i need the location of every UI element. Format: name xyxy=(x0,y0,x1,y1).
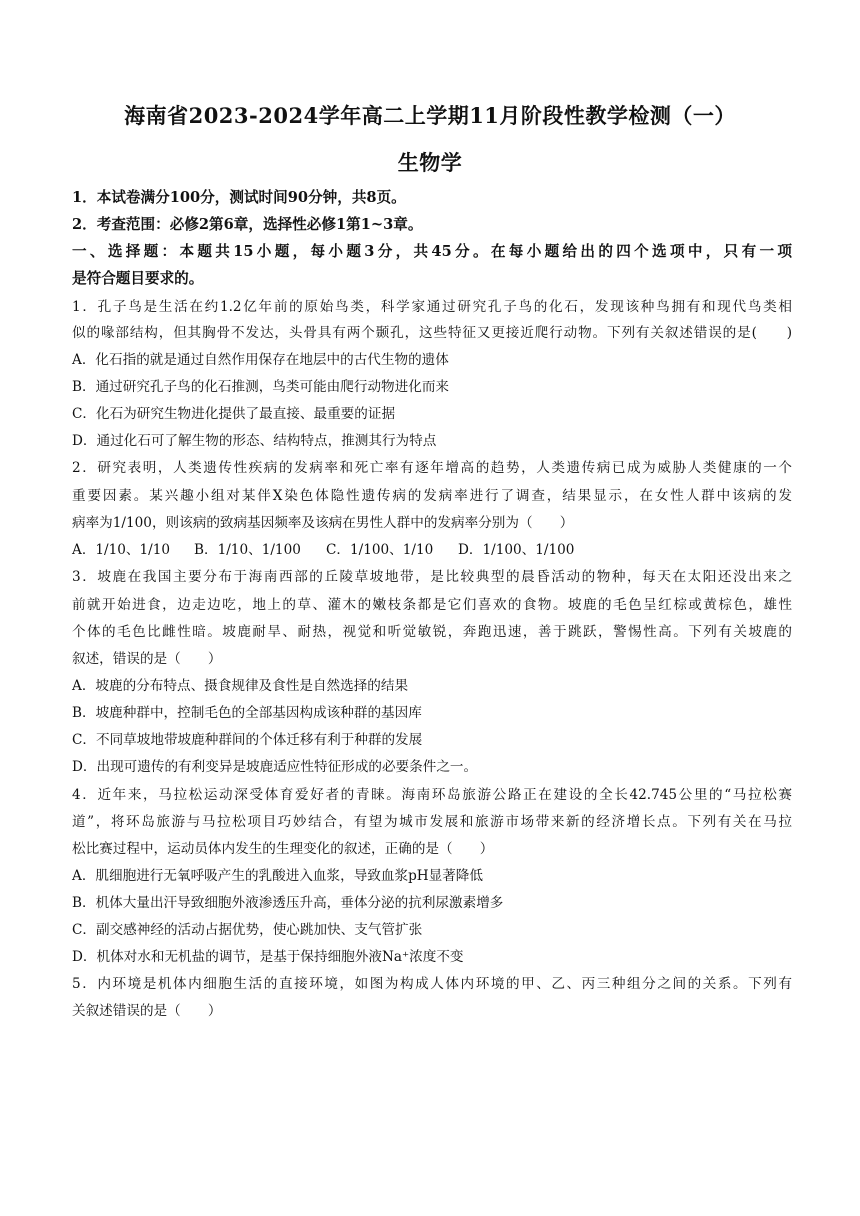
q1-stem: 1．孔子鸟是生活在约1.2亿年前的原始鸟类，科学家通过研究孔子鸟的化石，发现该种鸟拥有和现代鸟类相 xyxy=(72,299,792,315)
q2-stem: 2．研究表明，人类遗传性疾病的发病率和死亡率有逐年增高的趋势，人类遗传病已成为威胁人类健康的一个 xyxy=(72,460,792,476)
q1-stem-cont: 似的喙部结构，但其胸骨不发达，头骨具有两个颞孔，这些特征又更接近爬行动物。下列有关叙述错误的是( ) xyxy=(72,325,792,341)
q2-stem-cont: 重要因素。某兴趣小组对某伴X染色体隐性遗传病的发病率进行了调查，结果显示，在女性人群中该病的发 xyxy=(72,488,792,504)
q4-option-d: D．机体对水和无机盐的调节，是基于保持细胞外液Na⁺浓度不变 xyxy=(72,949,464,965)
q4-stem: 4．近年来，马拉松运动深受体育爱好者的青睐。海南环岛旅游公路正在建设的全长42.745公里的“马拉松赛 xyxy=(72,787,792,803)
q1-option-c: C．化石为研究生物进化提供了最直接、最重要的证据 xyxy=(72,406,396,422)
q5-stem-end: 关叙述错误的是（ ） xyxy=(72,1003,222,1019)
q1-option-b: B．通过研究孔子鸟的化石推测，鸟类可能由爬行动物进化而来 xyxy=(72,379,450,395)
q3-option-a: A．坡鹿的分布特点、摄食规律及食性是自然选择的结果 xyxy=(72,678,409,694)
section-heading-cont: 是符合题目要求的。 xyxy=(72,270,204,287)
q1-option-d: D．通过化石可了解生物的形态、结构特点，推测其行为特点 xyxy=(72,433,437,449)
q4-option-b: B．机体大量出汗导致细胞外液渗透压升高，垂体分泌的抗利尿激素增多 xyxy=(72,895,504,911)
q3-stem-end: 叙述，错误的是（ ） xyxy=(72,651,222,667)
note-2: 2．考查范围：必修2第6章，选择性必修1第1~3章。 xyxy=(72,216,423,233)
q4-option-a: A．肌细胞进行无氧呼吸产生的乳酸进入血浆，导致血浆pH显著降低 xyxy=(72,868,483,884)
q5-stem: 5．内环境是机体内细胞生活的直接环境，如图为构成人体内环境的甲、乙、丙三种组分之间的关系。下列有 xyxy=(72,976,792,992)
q2-options xyxy=(72,541,792,559)
section-heading: 一、选择题：本题共15小题，每小题3分，共45分。在每小题给出的四个选项中，只有一项 xyxy=(72,243,792,260)
q2-option-a: A．1/10、1/10 xyxy=(72,542,171,558)
q2-option-b: B．1/10、1/100 xyxy=(194,542,301,558)
q4-option-c: C．副交感神经的活动占据优势，使心跳加快、支气管扩张 xyxy=(72,922,423,938)
q3-option-c: C．不同草坡地带坡鹿种群间的个体迁移有利于种群的发展 xyxy=(72,732,423,748)
q3-option-d: D．出现可遗传的有利变异是坡鹿适应性特征形成的必要条件之一。 xyxy=(72,759,478,775)
q3-option-b: B．坡鹿种群中，控制毛色的全部基因构成该种群的基因库 xyxy=(72,705,422,721)
q3-stem: 3．坡鹿在我国主要分布于海南西部的丘陵草坡地带，是比较典型的晨昏活动的物种，每天在太阳还没出来之 xyxy=(72,569,792,585)
q2-stem-end: 病率为1/100，则该病的致病基因频率及该病在男性人群中的发病率分别为（ ） xyxy=(72,515,574,531)
q2-option-d: D．1/100、1/100 xyxy=(458,542,575,558)
q1-option-a: A．化石指的就是通过自然作用保存在地层中的古代生物的遗体 xyxy=(72,352,449,368)
exam-title: 海南省2023-2024学年高二上学期11月阶段性教学检测（一） xyxy=(124,103,736,128)
q2-option-c: C．1/100、1/10 xyxy=(326,542,434,558)
q3-stem-cont: 前就开始进食，边走边吃，地上的草、灌木的嫩枝条都是它们喜欢的食物。坡鹿的毛色呈红棕或黄棕色，雄性 xyxy=(72,597,792,613)
q3-stem-cont-2: 个体的毛色比雌性暗。坡鹿耐旱、耐热，视觉和听觉敏锐，奔跑迅速，善于跳跃，警惕性高。下列有关坡鹿的 xyxy=(72,624,792,640)
subject-title: 生物学 xyxy=(397,150,463,175)
q4-stem-cont: 道”，将环岛旅游与马拉松项目巧妙结合，有望为城市发展和旅游市场带来新的经济增长点。下列有关在马拉 xyxy=(72,814,792,830)
q4-stem-end: 松比赛过程中，运动员体内发生的生理变化的叙述，正确的是（ ） xyxy=(72,841,494,857)
note-1: 1．本试卷满分100分，测试时间90分钟，共8页。 xyxy=(72,189,406,206)
